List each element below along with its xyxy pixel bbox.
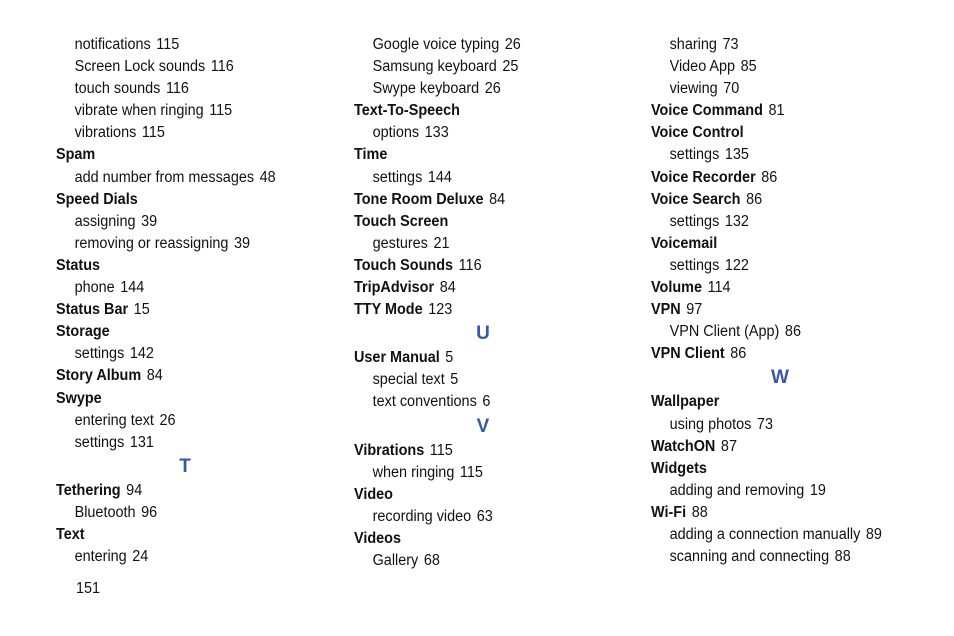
index-page-ref[interactable]: 132 — [724, 212, 749, 230]
index-term: Storage — [56, 323, 110, 341]
index-subterm: options — [372, 124, 420, 142]
index-page-ref[interactable]: 68 — [423, 551, 440, 569]
index-page-ref[interactable]: 116 — [458, 256, 482, 274]
index-subterm: VPN Client (App) — [669, 323, 780, 341]
index-term: Vibrations — [354, 441, 425, 459]
index-subterm: vibrate when ringing — [74, 102, 204, 120]
index-subterm: Bluetooth — [74, 503, 136, 521]
index-entry — [651, 167, 921, 189]
index-page-ref[interactable]: 115 — [156, 36, 180, 53]
page-number: 151 — [76, 580, 101, 597]
index-subterm: settings — [669, 146, 720, 164]
index-subentry — [354, 506, 624, 528]
index-subentry — [354, 391, 624, 413]
index-entry — [56, 480, 326, 502]
index-term: Tethering — [56, 481, 121, 499]
index-column-1 — [56, 34, 346, 568]
index-page-ref[interactable]: 84 — [439, 279, 456, 297]
index-term: Touch Screen — [354, 212, 449, 230]
index-term: Swype — [56, 389, 102, 407]
index-subentry — [56, 343, 326, 365]
index-subterm: Swype keyboard — [372, 80, 480, 98]
index-subterm: removing or reassigning — [74, 234, 229, 252]
index-letter-heading: W — [771, 367, 789, 389]
index-subentry — [56, 56, 326, 78]
index-entry — [651, 277, 921, 299]
index-page-ref[interactable]: 133 — [424, 124, 449, 142]
index-page-ref[interactable]: 85 — [740, 58, 757, 76]
index-page-ref[interactable]: 88 — [691, 503, 708, 521]
index-term: Wi-Fi — [651, 503, 687, 521]
index-subentry — [56, 432, 326, 454]
index-subentry — [651, 211, 921, 233]
index-page-ref[interactable]: 135 — [724, 146, 749, 164]
index-subentry — [56, 78, 326, 100]
index-subterm: settings — [669, 212, 720, 230]
index-subterm: recording video — [372, 507, 472, 525]
index-entry — [651, 343, 921, 365]
index-term: Tone Room Deluxe — [354, 190, 484, 208]
index-subentry — [56, 211, 326, 233]
index-subterm: settings — [74, 345, 125, 363]
index-term: Video — [354, 485, 393, 503]
index-entry — [354, 255, 624, 277]
index-entry — [354, 440, 624, 462]
index-letter-heading: T — [179, 455, 191, 477]
index-subterm: Google voice typing — [372, 36, 500, 53]
index-term: Volume — [651, 279, 703, 297]
index-term: VPN — [651, 301, 681, 319]
index-term: Story Album — [56, 367, 142, 385]
index-term: Wallpaper — [651, 393, 720, 411]
index-subentry — [651, 546, 921, 568]
index-subentry — [651, 56, 921, 78]
index-page-ref[interactable]: 114 — [707, 279, 731, 297]
index-term: Status — [56, 256, 101, 274]
index-page-ref[interactable]: 123 — [428, 301, 453, 319]
index-term: WatchON — [651, 437, 716, 455]
index-entry — [651, 233, 921, 255]
index-term: Status Bar — [56, 301, 129, 319]
index-page-ref[interactable]: 86 — [730, 345, 747, 363]
index-subentry — [354, 34, 624, 56]
index-entry — [56, 388, 326, 410]
index-letter-heading: V — [476, 415, 490, 437]
index-term: Voice Command — [651, 102, 763, 120]
index-term: Videos — [354, 529, 402, 547]
index-page-ref[interactable]: 116 — [210, 58, 234, 76]
index-subterm: gestures — [372, 234, 428, 252]
index-page-ref[interactable]: 88 — [834, 548, 851, 566]
index-term: Text — [56, 525, 85, 543]
index-page-ref[interactable]: 26 — [504, 36, 521, 53]
index-page-ref[interactable]: 48 — [259, 168, 276, 186]
index-entry — [354, 100, 624, 122]
index-subterm: viewing — [669, 80, 718, 98]
index-entry — [56, 299, 326, 321]
index-entry — [354, 299, 624, 321]
index-page-ref[interactable]: 142 — [129, 345, 154, 363]
index-subterm: adding and removing — [669, 481, 805, 499]
index-subentry — [354, 122, 624, 144]
index-page-ref[interactable]: 87 — [720, 437, 737, 455]
index-term: Voice Control — [651, 124, 744, 142]
index-entry — [651, 299, 921, 321]
index-page-ref[interactable]: 15 — [133, 301, 150, 319]
index-page-ref[interactable]: 86 — [784, 323, 801, 341]
index-page-ref[interactable]: 5 — [450, 371, 459, 389]
index-subentry — [56, 100, 326, 122]
index-term: Speed Dials — [56, 190, 138, 208]
index-subentry — [354, 78, 624, 100]
index-page-ref[interactable]: 25 — [502, 58, 519, 76]
index-page-ref[interactable]: 26 — [159, 411, 176, 429]
index-page-ref[interactable]: 24 — [132, 548, 149, 566]
index-entry — [651, 436, 921, 458]
index-page-ref[interactable]: 115 — [141, 124, 165, 142]
index-subterm: settings — [372, 168, 423, 186]
index-subterm: add number from messages — [74, 168, 255, 186]
index-term: Time — [354, 146, 388, 164]
index-subterm: adding a connection manually — [669, 525, 861, 543]
index-page-ref[interactable]: 26 — [484, 80, 501, 98]
index-subentry — [651, 34, 921, 56]
index-page-ref[interactable]: 115 — [459, 463, 483, 481]
index-subentry — [56, 410, 326, 432]
index-page-ref[interactable]: 73 — [756, 415, 773, 433]
index-subterm: Video App — [669, 58, 736, 76]
index-subterm: special text — [372, 371, 445, 389]
index-page-ref[interactable]: 86 — [761, 168, 778, 186]
index-subterm: touch sounds — [74, 80, 161, 98]
index-entry — [354, 528, 624, 550]
index-term: TripAdvisor — [354, 279, 435, 297]
index-subentry — [56, 167, 326, 189]
index-term: Touch Sounds — [354, 256, 454, 274]
index-entry — [651, 502, 921, 524]
index-subterm: settings — [669, 256, 720, 274]
index-page-ref[interactable]: 84 — [489, 190, 506, 208]
index-letter-heading: U — [476, 323, 490, 345]
index-page-ref[interactable]: 19 — [809, 481, 826, 499]
index-page-ref[interactable]: 115 — [209, 102, 233, 120]
index-subterm: settings — [74, 433, 125, 451]
index-page-ref[interactable]: 96 — [141, 503, 158, 521]
index-subentry — [56, 122, 326, 144]
index-term: VPN Client — [651, 345, 725, 363]
index-term: Voice Search — [651, 190, 741, 208]
index-page-ref[interactable]: 63 — [476, 507, 493, 525]
index-page-ref[interactable]: 70 — [723, 80, 740, 98]
index-subterm: Gallery — [372, 551, 419, 569]
index-subterm: phone — [74, 279, 115, 297]
index-subentry — [56, 546, 326, 568]
index-entry — [651, 458, 921, 480]
index-subterm: vibrations — [74, 124, 137, 142]
index-subterm: entering — [74, 548, 127, 566]
index-page-ref[interactable]: 5 — [445, 349, 454, 367]
index-entry — [651, 391, 921, 413]
index-page-ref[interactable]: 131 — [129, 433, 154, 451]
index-entry — [354, 484, 624, 506]
index-term: Voice Recorder — [651, 168, 756, 186]
index-page-ref[interactable]: 21 — [433, 234, 450, 252]
index-entry — [354, 189, 624, 211]
index-subentry — [651, 144, 921, 166]
index-entry — [56, 321, 326, 343]
index-subentry — [56, 34, 326, 56]
index-subentry — [651, 255, 921, 277]
index-subterm: sharing — [669, 36, 717, 53]
index-subentry — [651, 414, 921, 436]
index-entry — [354, 277, 624, 299]
index-entry — [354, 144, 624, 166]
index-page-ref[interactable]: 122 — [724, 256, 749, 274]
index-entry — [56, 189, 326, 211]
index-term: Spam — [56, 146, 96, 164]
index-subentry — [651, 321, 921, 343]
index-entry — [651, 189, 921, 211]
index-entry — [651, 122, 921, 144]
index-column-2 — [354, 34, 644, 572]
index-page-ref[interactable]: 6 — [482, 393, 491, 411]
index-subentry — [56, 277, 326, 299]
index-subterm: Samsung keyboard — [372, 58, 497, 76]
index-term: Voicemail — [651, 234, 718, 252]
index-entry — [56, 144, 326, 166]
index-page-ref[interactable]: 89 — [865, 525, 882, 543]
index-page-ref[interactable]: 115 — [429, 441, 453, 459]
index-subentry — [651, 78, 921, 100]
index-subentry — [354, 167, 624, 189]
index-page-ref[interactable]: 144 — [120, 279, 145, 297]
index-subentry — [354, 462, 624, 484]
index-term: User Manual — [354, 349, 440, 367]
index-entry — [56, 524, 326, 546]
index-term: Text-To-Speech — [354, 102, 460, 120]
index-subentry — [56, 502, 326, 524]
index-page-ref[interactable]: 39 — [141, 212, 158, 230]
index-subterm: using photos — [669, 415, 752, 433]
index-page-ref[interactable]: 144 — [427, 168, 452, 186]
index-entry — [354, 211, 624, 233]
index-subentry — [354, 369, 624, 391]
index-subterm: text conventions — [372, 393, 477, 411]
index-entry — [354, 347, 624, 369]
index-subterm: Screen Lock sounds — [74, 58, 206, 76]
index-page-ref[interactable]: 73 — [722, 36, 739, 53]
index-subterm: assigning — [74, 212, 136, 230]
index-page-ref[interactable]: 86 — [746, 190, 763, 208]
index-subentry — [651, 524, 921, 546]
index-page-ref[interactable]: 97 — [686, 301, 703, 319]
index-subentry — [354, 550, 624, 572]
index-subterm: scanning and connecting — [669, 548, 830, 566]
index-page-ref[interactable]: 116 — [165, 80, 189, 98]
index-page-ref[interactable]: 94 — [126, 481, 143, 499]
index-entry — [56, 365, 326, 387]
index-term: Widgets — [651, 459, 707, 477]
index-page-ref[interactable]: 81 — [768, 102, 785, 120]
index-subentry — [651, 480, 921, 502]
index-entry — [56, 255, 326, 277]
index-page-ref[interactable]: 84 — [146, 367, 163, 385]
index-subentry — [56, 233, 326, 255]
index-page-ref[interactable]: 39 — [234, 234, 251, 252]
index-subterm: entering text — [74, 411, 154, 429]
index-subterm: notifications — [74, 36, 151, 53]
index-subentry — [354, 233, 624, 255]
index-entry — [651, 100, 921, 122]
index-subentry — [354, 56, 624, 78]
index-column-3 — [651, 34, 941, 568]
index-term: TTY Mode — [354, 301, 423, 319]
index-subterm: when ringing — [372, 463, 455, 481]
